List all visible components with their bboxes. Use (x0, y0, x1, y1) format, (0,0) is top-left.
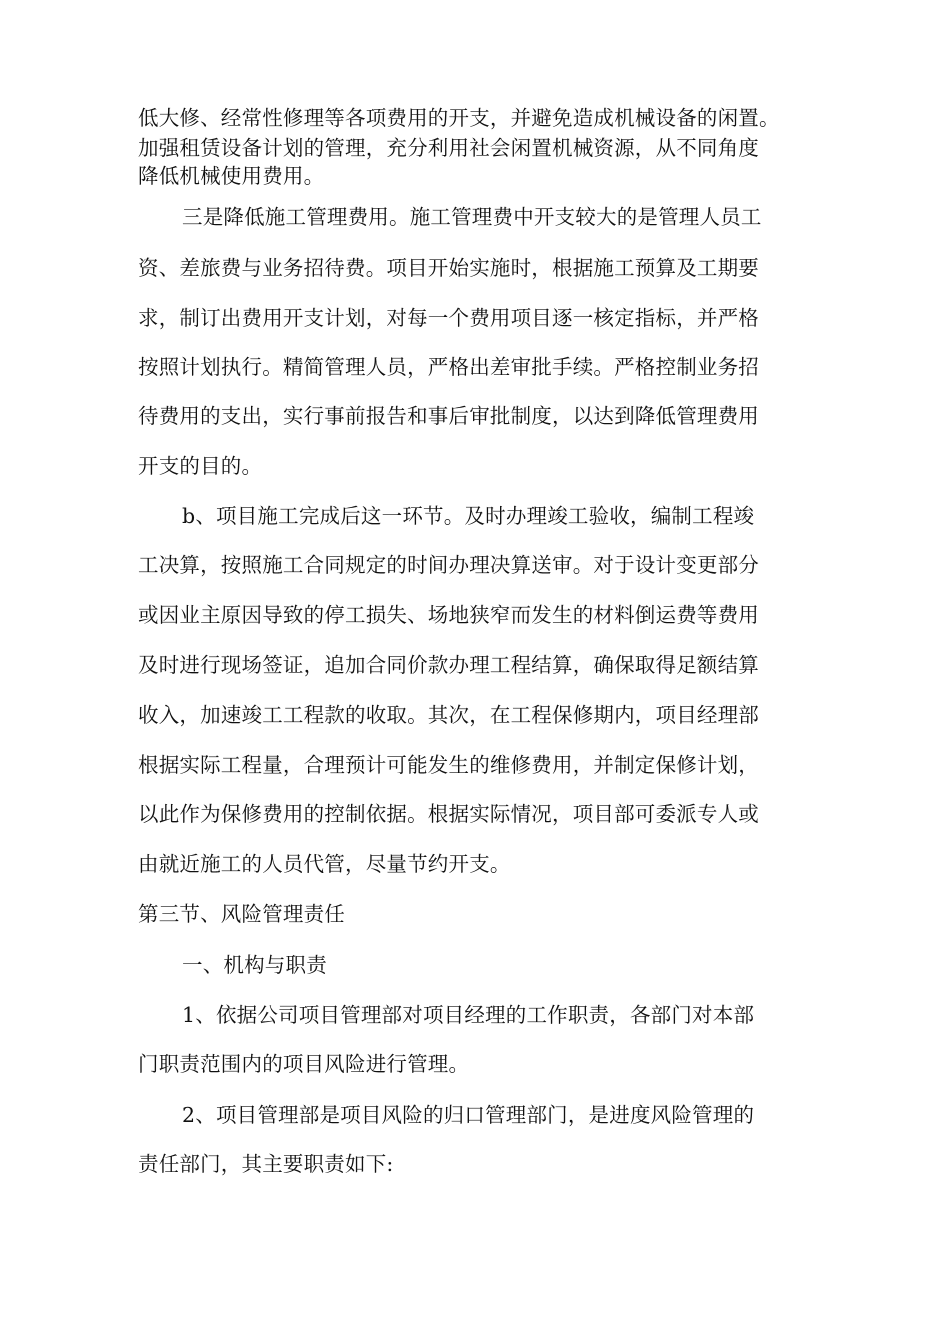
text-line: 及时进行现场签证，追加合同价款办理工程结算，确保取得足额结算 (138, 653, 759, 677)
text-line: 或因业主原因导致的停工损失、场地狭窄而发生的材料倒运费等费用 (138, 603, 759, 627)
paragraph-first-line: 2、项目管理部是项目风险的归口管理部门，是进度风险管理的 (182, 1103, 755, 1127)
text-line: 资、差旅费与业务招待费。项目开始实施时，根据施工预算及工期要 (138, 256, 759, 280)
text-line: 开支的目的。 (138, 454, 263, 478)
text-line: 由就近施工的人员代管，尽量节约开支。 (138, 852, 511, 876)
section-heading: 第三节、风险管理责任 (138, 902, 345, 926)
paragraph-first-line: 三是降低施工管理费用。施工管理费中开支较大的是管理人员工 (182, 205, 762, 229)
text-line: 门职责范围内的项目风险进行管理。 (138, 1052, 470, 1076)
paragraph-first-line: 1、依据公司项目管理部对项目经理的工作职责，各部门对本部 (182, 1003, 755, 1027)
text-line: 求，制订出费用开支计划，对每一个费用项目逐一核定指标，并严格 (138, 306, 759, 330)
text-line: 责任部门，其主要职责如下: (138, 1152, 394, 1176)
text-line: 加强租赁设备计划的管理，充分利用社会闲置机械资源，从不同角度 (138, 136, 759, 160)
text-line: 降低机械使用费用。 (138, 164, 325, 188)
text-line: 根据实际工程量，合理预计可能发生的维修费用，并制定保修计划， (138, 753, 759, 777)
text-line: 以此作为保修费用的控制依据。根据实际情况，项目部可委派专人或 (138, 802, 759, 826)
text-line: 收入，加速竣工工程款的收取。其次，在工程保修期内，项目经理部 (138, 703, 759, 727)
paragraph-first-line: b、项目施工完成后这一环节。及时办理竣工验收，编制工程竣 (182, 504, 755, 528)
text-line: 待费用的支出，实行事前报告和事后审批制度，以达到降低管理费用 (138, 404, 759, 428)
text-line: 按照计划执行。精简管理人员，严格出差审批手续。严格控制业务招 (138, 355, 759, 379)
text-line: 工决算，按照施工合同规定的时间办理决算送审。对于设计变更部分 (138, 553, 759, 577)
subsection-heading: 一、机构与职责 (182, 953, 327, 977)
text-line: 低大修、经常性修理等各项费用的开支，并避免造成机械设备的闲置。 (138, 106, 780, 130)
